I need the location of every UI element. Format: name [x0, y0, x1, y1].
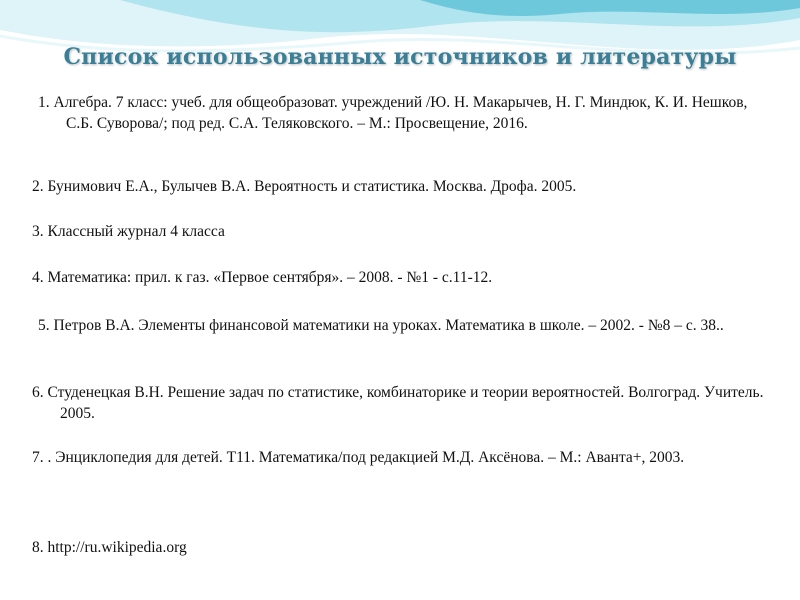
reference-item-1: 1. Алгебра. 7 класс: учеб. для общеобразоват. учреждений /Ю. Н. Макарычев, Н. Г. Миндюк, К. И. Нешков, С.Б. Суворова/; под ред. С.А. Теляковского. – М.: Просвещение, 2016.: [38, 94, 748, 132]
reference-item-6: 6. Студенецкая В.Н. Решение задач по статистике, комбинаторике и теории вероятностей. Волгоград. Учитель. 2005.: [32, 384, 764, 422]
reference-item-3: 3. Классный журнал 4 класса: [32, 223, 225, 240]
reference-item-5: 5. Петров В.А. Элементы финансовой математики на уроках. Математика в школе. – 2002. - №8 – с. 38..: [38, 317, 724, 334]
reference-item-7: 7. . Энциклопедия для детей. Т11. Математика/под редакцией М.Д. Аксёнова. – М.: Аванта+, 2003.: [32, 449, 685, 466]
page-title: Список использованных источников и литературы: [63, 44, 737, 70]
reference-item-4: 4. Математика: прил. к газ. «Первое сентября». – 2008. - №1 - с.11-12.: [32, 269, 493, 286]
reference-item-8: 8. http://ru.wikipedia.org: [32, 539, 187, 556]
reference-item-2: 2. Бунимович Е.А., Булычев В.А. Вероятность и статистика. Москва. Дрофа. 2005.: [32, 178, 577, 195]
